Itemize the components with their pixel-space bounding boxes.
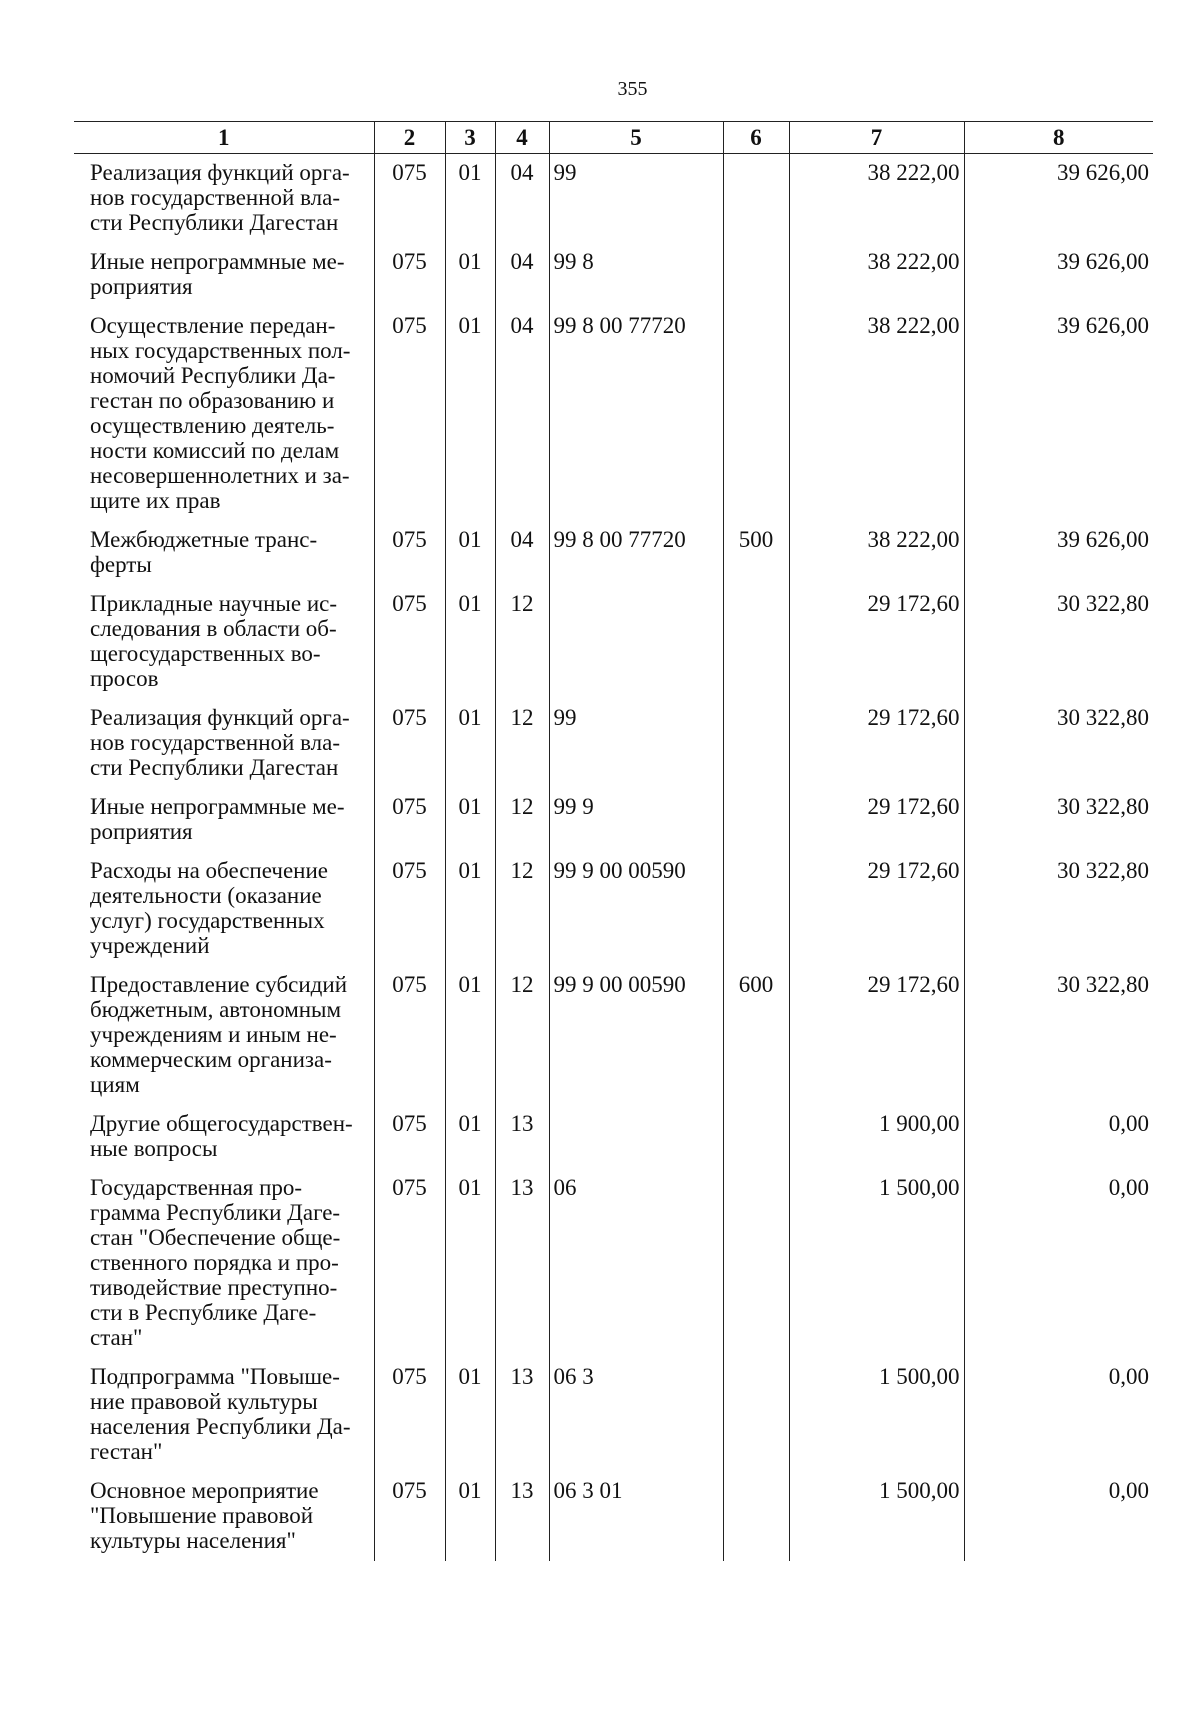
name-line: Иные непрограммные ме- — [90, 249, 345, 274]
cell-vr — [723, 1105, 789, 1169]
name-line: ности комиссий по делам — [90, 438, 340, 463]
cell-csr: 99 — [549, 154, 723, 244]
table-body — [74, 154, 1153, 1562]
name-line: Реализация функций орга- — [90, 705, 350, 730]
cell-sum-1: 29 172,60 — [789, 966, 964, 1105]
cell-csr: 99 — [549, 699, 723, 788]
cell-csr: 99 9 00 00590 — [549, 966, 723, 1105]
cell-rz: 01 — [445, 1472, 495, 1561]
cell-name — [74, 788, 374, 852]
cell-gr: 075 — [374, 307, 445, 521]
table-row — [74, 699, 1153, 788]
cell-rz: 01 — [445, 1169, 495, 1358]
name-line: культуры населения" — [90, 1528, 296, 1553]
name-line: Межбюджетные транс- — [90, 527, 318, 552]
cell-gr: 075 — [374, 852, 445, 966]
name-line: нов государственной вла- — [90, 185, 340, 210]
table-row — [74, 585, 1153, 699]
cell-sum-2: 30 322,80 — [964, 699, 1153, 788]
cell-name — [74, 1472, 374, 1561]
cell-sum-1: 1 500,00 — [789, 1358, 964, 1472]
name-line: коммерческим организа- — [90, 1047, 332, 1072]
name-line: услуг) государственных — [90, 908, 325, 933]
cell-sum-1: 1 900,00 — [789, 1105, 964, 1169]
cell-name — [74, 1358, 374, 1472]
name-line: тиводействие преступно- — [90, 1275, 338, 1300]
col-header-7: 7 — [789, 122, 964, 154]
cell-name — [74, 243, 374, 307]
table-row — [74, 307, 1153, 521]
col-header-6: 6 — [723, 122, 789, 154]
cell-vr: 600 — [723, 966, 789, 1105]
name-line: учреждениям и иным не- — [90, 1022, 337, 1047]
col-header-2: 2 — [374, 122, 445, 154]
cell-gr: 075 — [374, 1169, 445, 1358]
cell-pr: 12 — [495, 966, 549, 1105]
cell-pr: 12 — [495, 699, 549, 788]
cell-name — [74, 1169, 374, 1358]
name-line: грамма Республики Даге- — [90, 1200, 341, 1225]
table-row — [74, 243, 1153, 307]
cell-pr: 04 — [495, 521, 549, 585]
cell-name — [74, 154, 374, 244]
cell-name — [74, 585, 374, 699]
name-line: учреждений — [90, 933, 210, 958]
cell-sum-1: 38 222,00 — [789, 243, 964, 307]
cell-sum-1: 29 172,60 — [789, 699, 964, 788]
cell-pr: 12 — [495, 585, 549, 699]
cell-sum-2: 39 626,00 — [964, 154, 1153, 244]
name-line: ферты — [90, 552, 152, 577]
name-line: Осуществление передан- — [90, 313, 336, 338]
name-line: Прикладные научные ис- — [90, 591, 338, 616]
name-line: сти в Республике Даге- — [90, 1300, 317, 1325]
cell-name — [74, 699, 374, 788]
cell-rz: 01 — [445, 699, 495, 788]
col-header-5: 5 — [549, 122, 723, 154]
cell-gr: 075 — [374, 1105, 445, 1169]
cell-sum-2: 0,00 — [964, 1105, 1153, 1169]
cell-csr — [549, 585, 723, 699]
table-row — [74, 154, 1153, 244]
cell-gr: 075 — [374, 1358, 445, 1472]
budget-table — [74, 121, 1153, 1561]
name-line: ных государственных пол- — [90, 338, 351, 363]
cell-csr: 06 — [549, 1169, 723, 1358]
cell-rz: 01 — [445, 966, 495, 1105]
name-line: следования в области об- — [90, 616, 337, 641]
name-line: стан" — [90, 1325, 143, 1350]
cell-vr — [723, 852, 789, 966]
table-row — [74, 852, 1153, 966]
name-line: "Повышение правовой — [90, 1503, 314, 1528]
cell-name — [74, 966, 374, 1105]
cell-sum-1: 29 172,60 — [789, 852, 964, 966]
table-row — [74, 788, 1153, 852]
cell-sum-2: 39 626,00 — [964, 243, 1153, 307]
cell-pr: 04 — [495, 243, 549, 307]
cell-csr: 99 9 00 00590 — [549, 852, 723, 966]
cell-name — [74, 307, 374, 521]
table-row — [74, 1472, 1153, 1561]
cell-csr: 99 8 00 77720 — [549, 521, 723, 585]
col-header-1: 1 — [74, 122, 374, 154]
cell-sum-2: 30 322,80 — [964, 966, 1153, 1105]
cell-rz: 01 — [445, 521, 495, 585]
name-line: циям — [90, 1072, 140, 1097]
cell-sum-1: 38 222,00 — [789, 154, 964, 244]
cell-vr — [723, 307, 789, 521]
cell-pr: 04 — [495, 154, 549, 244]
cell-sum-1: 38 222,00 — [789, 307, 964, 521]
cell-vr — [723, 1358, 789, 1472]
cell-rz: 01 — [445, 307, 495, 521]
cell-pr: 12 — [495, 788, 549, 852]
name-line: гестан по образованию и — [90, 388, 335, 413]
name-line: осуществлению деятель- — [90, 413, 335, 438]
name-line: Другие общегосударствен- — [90, 1111, 353, 1136]
table-row — [74, 1105, 1153, 1169]
cell-vr — [723, 585, 789, 699]
cell-vr — [723, 1472, 789, 1561]
cell-gr: 075 — [374, 154, 445, 244]
table-row — [74, 521, 1153, 585]
name-line: номочий Республики Да- — [90, 363, 336, 388]
cell-vr — [723, 788, 789, 852]
cell-rz: 01 — [445, 852, 495, 966]
cell-gr: 075 — [374, 243, 445, 307]
name-line: Иные непрограммные ме- — [90, 794, 345, 819]
cell-rz: 01 — [445, 585, 495, 699]
header-row — [74, 122, 1153, 154]
name-line: населения Республики Да- — [90, 1414, 351, 1439]
cell-rz: 01 — [445, 243, 495, 307]
table-row — [74, 1169, 1153, 1358]
name-line: гестан" — [90, 1439, 163, 1464]
cell-pr: 04 — [495, 307, 549, 521]
cell-csr: 99 8 00 77720 — [549, 307, 723, 521]
cell-pr: 13 — [495, 1472, 549, 1561]
cell-gr: 075 — [374, 699, 445, 788]
cell-csr: 99 8 — [549, 243, 723, 307]
cell-sum-2: 30 322,80 — [964, 788, 1153, 852]
cell-sum-1: 29 172,60 — [789, 585, 964, 699]
cell-gr: 075 — [374, 788, 445, 852]
col-header-3: 3 — [445, 122, 495, 154]
name-line: ные вопросы — [90, 1136, 218, 1161]
cell-vr — [723, 699, 789, 788]
name-line: стан "Обеспечение обще- — [90, 1225, 341, 1250]
cell-sum-2: 0,00 — [964, 1169, 1153, 1358]
cell-pr: 13 — [495, 1358, 549, 1472]
cell-sum-2: 30 322,80 — [964, 585, 1153, 699]
name-line: сти Республики Дагестан — [90, 210, 339, 235]
name-line: Подпрограмма "Повыше- — [90, 1364, 340, 1389]
cell-gr: 075 — [374, 966, 445, 1105]
cell-name — [74, 852, 374, 966]
cell-sum-2: 0,00 — [964, 1472, 1153, 1561]
cell-csr: 06 3 — [549, 1358, 723, 1472]
cell-gr: 075 — [374, 521, 445, 585]
cell-gr: 075 — [374, 1472, 445, 1561]
cell-sum-1: 38 222,00 — [789, 521, 964, 585]
cell-sum-1: 29 172,60 — [789, 788, 964, 852]
col-header-4: 4 — [495, 122, 549, 154]
table-row — [74, 966, 1153, 1105]
cell-sum-2: 30 322,80 — [964, 852, 1153, 966]
table-row — [74, 1358, 1153, 1472]
cell-name — [74, 1105, 374, 1169]
cell-rz: 01 — [445, 1105, 495, 1169]
cell-vr — [723, 243, 789, 307]
cell-rz: 01 — [445, 154, 495, 244]
cell-pr: 12 — [495, 852, 549, 966]
cell-vr — [723, 154, 789, 244]
name-line: бюджетным, автономным — [90, 997, 342, 1022]
cell-csr: 06 3 01 — [549, 1472, 723, 1561]
name-line: несовершеннолетних и за- — [90, 463, 350, 488]
name-line: щегосударственных во- — [90, 641, 321, 666]
name-line: ние правовой культуры — [90, 1389, 318, 1414]
col-header-8: 8 — [964, 122, 1153, 154]
cell-vr — [723, 1169, 789, 1358]
name-line: ственного порядка и про- — [90, 1250, 339, 1275]
cell-vr: 500 — [723, 521, 789, 585]
cell-rz: 01 — [445, 788, 495, 852]
cell-sum-1: 1 500,00 — [789, 1169, 964, 1358]
cell-pr: 13 — [495, 1169, 549, 1358]
cell-sum-2: 39 626,00 — [964, 307, 1153, 521]
cell-sum-2: 39 626,00 — [964, 521, 1153, 585]
cell-sum-1: 1 500,00 — [789, 1472, 964, 1561]
cell-pr: 13 — [495, 1105, 549, 1169]
name-line: роприятия — [90, 819, 193, 844]
name-line: Расходы на обеспечение — [90, 858, 328, 883]
cell-rz: 01 — [445, 1358, 495, 1472]
name-line: сти Республики Дагестан — [90, 755, 339, 780]
cell-csr: 99 9 — [549, 788, 723, 852]
name-line: деятельности (оказание — [90, 883, 322, 908]
name-line: щите их прав — [90, 488, 221, 513]
name-line: Реализация функций орга- — [90, 160, 350, 185]
name-line: Государственная про- — [90, 1175, 303, 1200]
name-line: роприятия — [90, 274, 193, 299]
cell-csr — [549, 1105, 723, 1169]
name-line: Предоставление субсидий — [90, 972, 347, 997]
name-line: нов государственной вла- — [90, 730, 340, 755]
name-line: просов — [90, 666, 159, 691]
cell-gr: 075 — [374, 585, 445, 699]
page-number: 355 — [617, 78, 648, 100]
cell-sum-2: 0,00 — [964, 1358, 1153, 1472]
cell-name — [74, 521, 374, 585]
name-line: Основное мероприятие — [90, 1478, 319, 1503]
